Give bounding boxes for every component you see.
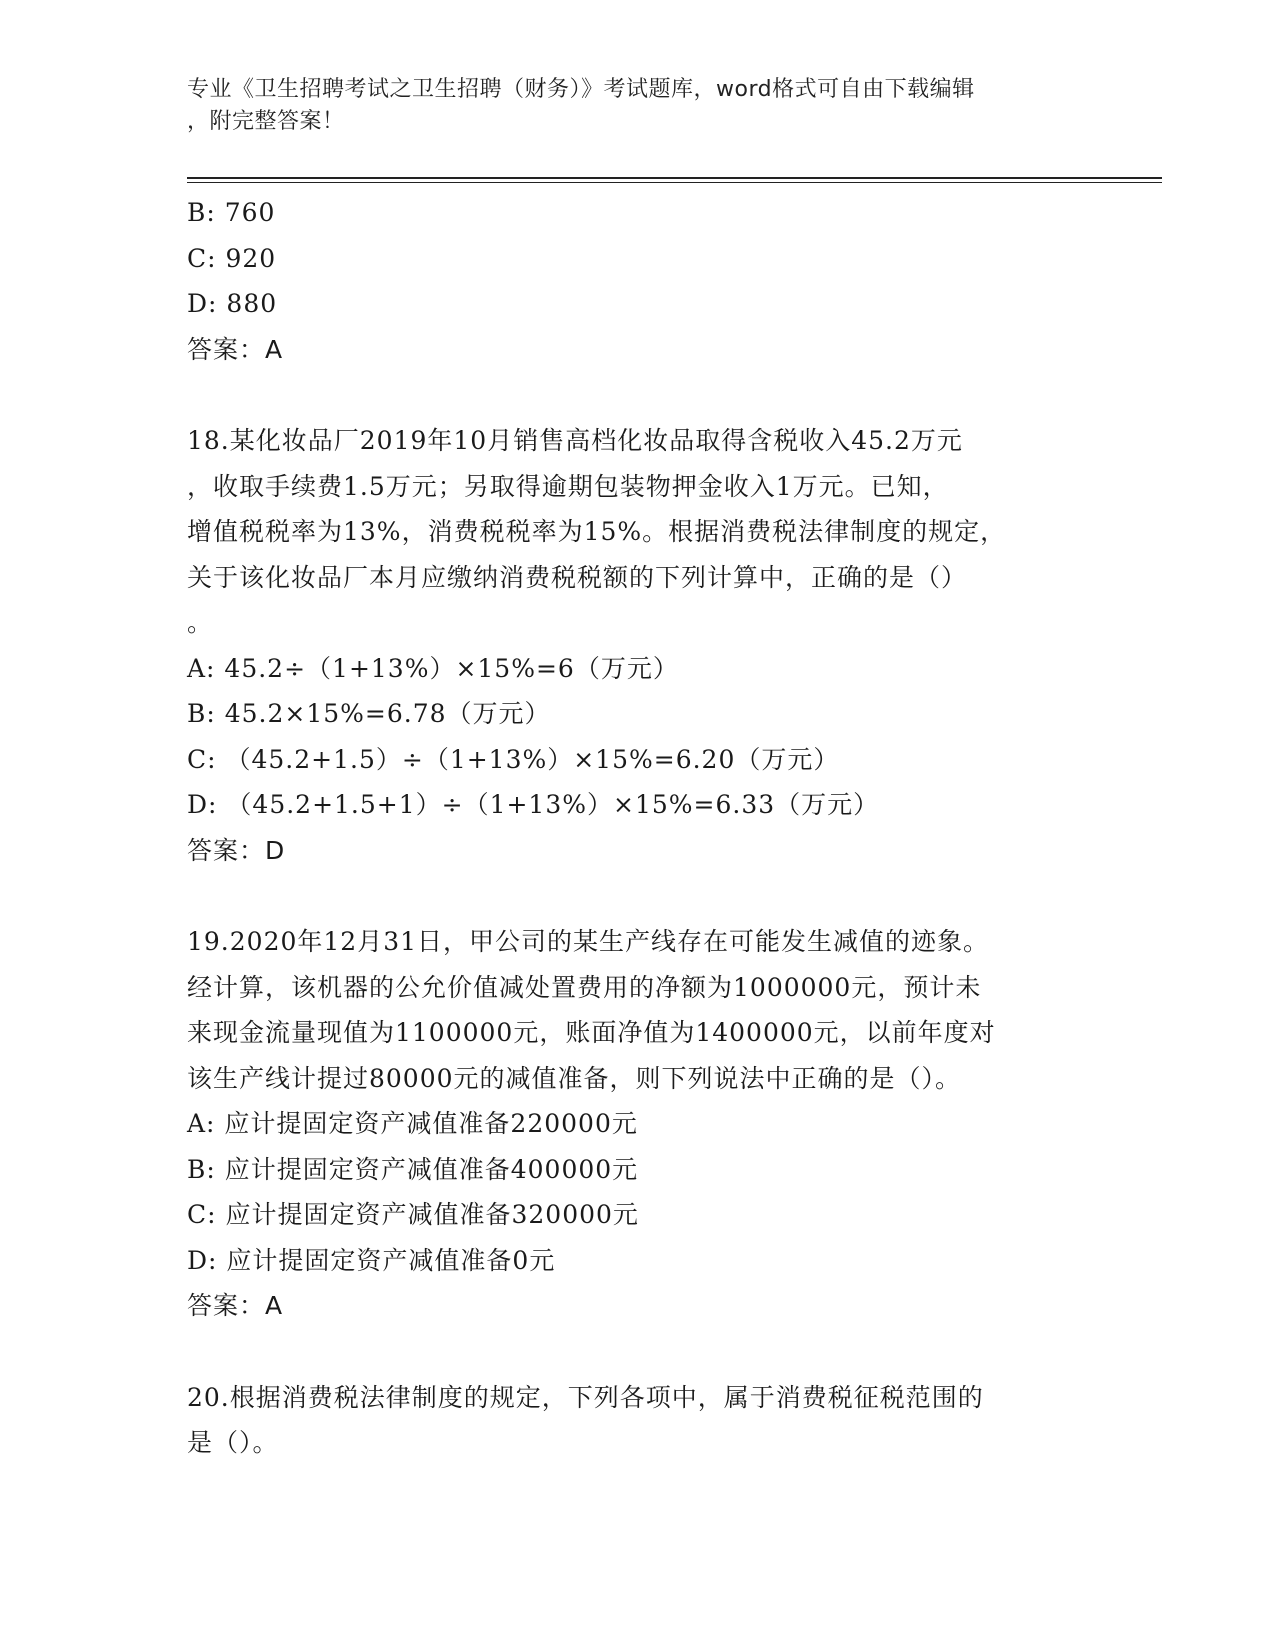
q19-stem-line: 经计算，该机器的公允价值减处置费用的净额为1000000元，预计未 xyxy=(187,972,982,1002)
q18-stem-line: 。 xyxy=(187,608,214,637)
q19-stem-line: 19.2020年12月31日，甲公司的某生产线存在可能发生减值的迹象。 xyxy=(187,927,990,956)
q17-option-c: C: 920 xyxy=(187,243,277,273)
q18-option-b: B: 45.2×15%=6.78（万元） xyxy=(187,699,551,728)
q18-stem-line: 关于该化妆品厂本月应缴纳消费税税额的下列计算中，正确的是（） xyxy=(187,562,968,592)
question-20 xyxy=(187,1375,1087,1466)
q20-stem-line: 20.根据消费税法律制度的规定，下列各项中，属于消费税征税范围的 xyxy=(187,1382,984,1412)
question-19 xyxy=(187,919,1087,1329)
q19-option-a: A: 应计提固定资产减值准备220000元 xyxy=(187,1109,638,1138)
q17-option-d: D: 880 xyxy=(187,289,278,318)
header-line-1: 专业《卫生招聘考试之卫生招聘（财务）》考试题库，word格式可自由下载编辑 xyxy=(187,77,975,102)
header-rule-thin xyxy=(187,182,1162,183)
q19-option-c: C: 应计提固定资产减值准备320000元 xyxy=(187,1200,639,1229)
q19-stem-line: 该生产线计提过80000元的减值准备，则下列说法中正确的是（）。 xyxy=(187,1063,962,1093)
q17-answer: 答案：A xyxy=(187,334,284,364)
document-body xyxy=(187,190,1087,1466)
q18-option-c: C: （45.2+1.5）÷（1+13%）×15%=6.20（万元） xyxy=(187,744,840,774)
q18-option-a: A: 45.2÷（1+13%）×15%=6（万元） xyxy=(187,653,679,683)
q18-answer: 答案：D xyxy=(187,835,286,865)
q18-stem-line: 增值税税率为13%，消费税税率为15%。根据消费税法律制度的规定， xyxy=(187,517,1007,546)
header-line-2: ，附完整答案！ xyxy=(187,109,345,134)
q19-option-b: B: 应计提固定资产减值准备400000元 xyxy=(187,1154,639,1184)
page-header xyxy=(187,74,1067,138)
q20-stem-line: 是（）。 xyxy=(187,1428,279,1457)
q19-option-d: D: 应计提固定资产减值准备0元 xyxy=(187,1245,556,1275)
q18-stem-line: 18.某化妆品厂2019年10月销售高档化妆品取得含税收入45.2万元 xyxy=(187,426,963,455)
header-rule-thick xyxy=(187,177,1162,179)
q17-option-b: B: 760 xyxy=(187,198,276,227)
q19-answer: 答案：A xyxy=(187,1291,284,1320)
question-17-tail xyxy=(187,190,1087,372)
q18-option-d: D: （45.2+1.5+1）÷（1+13%）×15%=6.33（万元） xyxy=(187,790,880,819)
question-18 xyxy=(187,418,1087,873)
q19-stem-line: 来现金流量现值为1100000元，账面净值为1400000元，以前年度对 xyxy=(187,1018,996,1047)
q18-stem-line: ，收取手续费1.5万元；另取得逾期包装物押金收入1万元。已知， xyxy=(187,471,949,501)
